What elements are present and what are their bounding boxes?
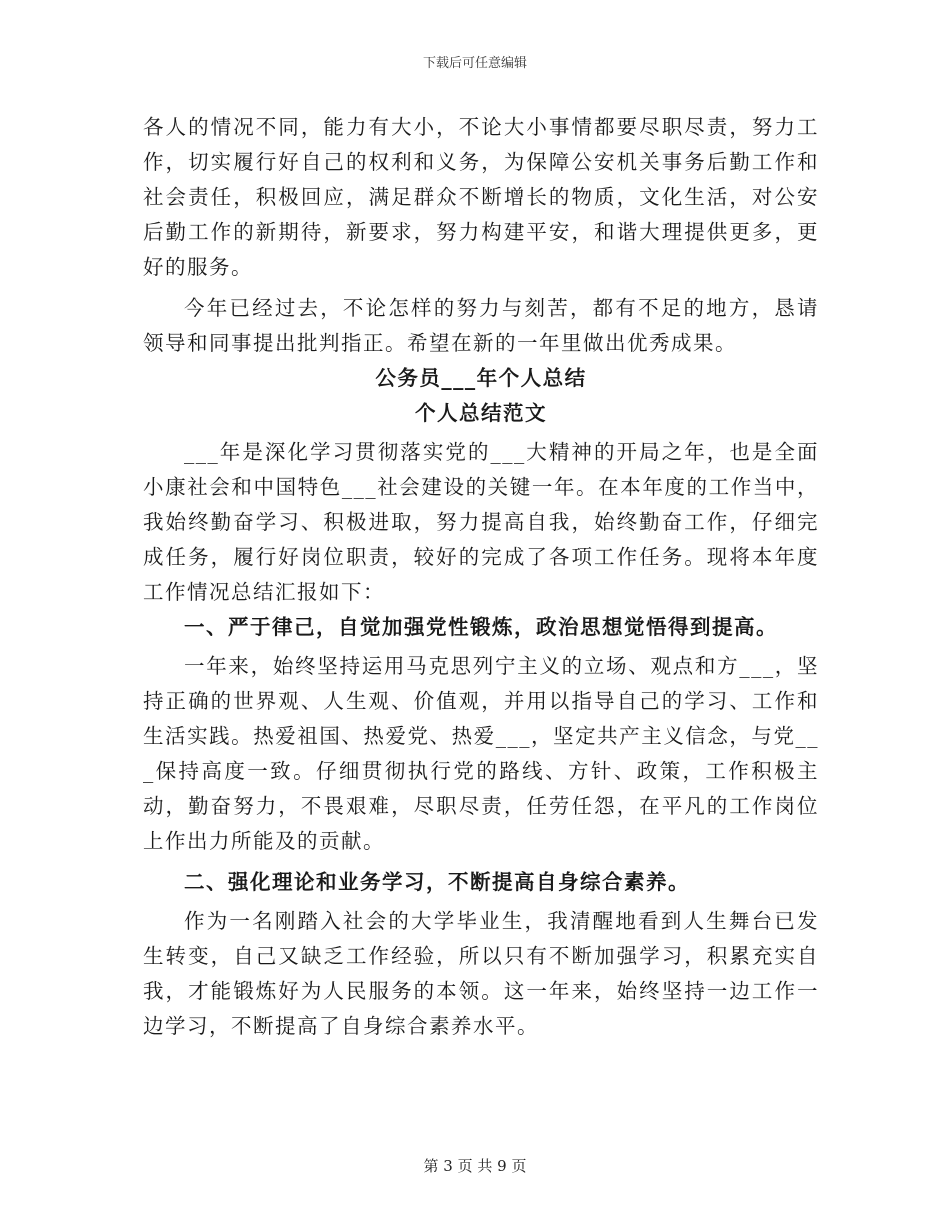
- paragraph-closing: 今年已经过去，不论怎样的努力与刻苦，都有不足的地方，恳请领导和同事提出批判指正。希望在新的一年里做出优秀成果。: [143, 296, 819, 355]
- paragraph-duties: 各人的情况不同，能力有大小，不论大小事情都要尽职尽责，努力工作，切实履行好自己的权利和义务，为保障公安机关事务后勤工作和社会责任，积极回应，满足群众不断增长的物质，文化生活，对公安后勤工作的新期待，新要求，努力构建平安，和谐大理提供更多，更好的服务。: [143, 115, 819, 279]
- paragraph-intro: ___年是深化学习贯彻落实党的___大精神的开局之年，也是全面小康社会和中国特色___社会建设的关键一年。在本年度的工作当中，我始终勤奋学习、积极进取，努力提高自我，始终勤奋工作，仔细完成任务，履行好岗位职责，较好的完成了各项工作任务。现将本年度工作情况总结汇报如下：: [143, 440, 819, 604]
- page-number: 第 3 页 共 9 页: [423, 1157, 527, 1175]
- document-body: [143, 110, 819, 1044]
- section-heading-2: 二、强化理论和业务学习，不断提高自身综合素养。: [184, 870, 690, 894]
- section-heading-1: 一、严于律己，自觉加强党性锻炼，政治思想觉悟得到提高。: [184, 615, 778, 639]
- header-note: 下载后可任意编辑: [422, 56, 527, 71]
- paragraph-political: 一年来，始终坚持运用马克思列宁主义的立场、观点和方___，坚持正确的世界观、人生观、价值观，并用以指导自己的学习、工作和生活实践。热爱祖国、热爱党、热爱___，坚定共产主义信念，与党___保持高度一致。仔细贯彻执行党的路线、方针、政策，工作积极主动，勤奋努力，不畏艰难，尽职尽责，任劳任怨，在平凡的工作岗位上作出力所能及的贡献。: [143, 654, 819, 853]
- document-title: 公务员___年个人总结: [375, 366, 587, 390]
- document-subtitle: 个人总结范文: [415, 401, 547, 425]
- paragraph-study: 作为一名刚踏入社会的大学毕业生，我清醒地看到人生舞台已发生转变，自己又缺乏工作经验，所以只有不断加强学习，积累充实自我，才能锻炼好为人民服务的本领。这一年来，始终坚持一边工作一边学习，不断提高了自身综合素养水平。: [143, 909, 819, 1038]
